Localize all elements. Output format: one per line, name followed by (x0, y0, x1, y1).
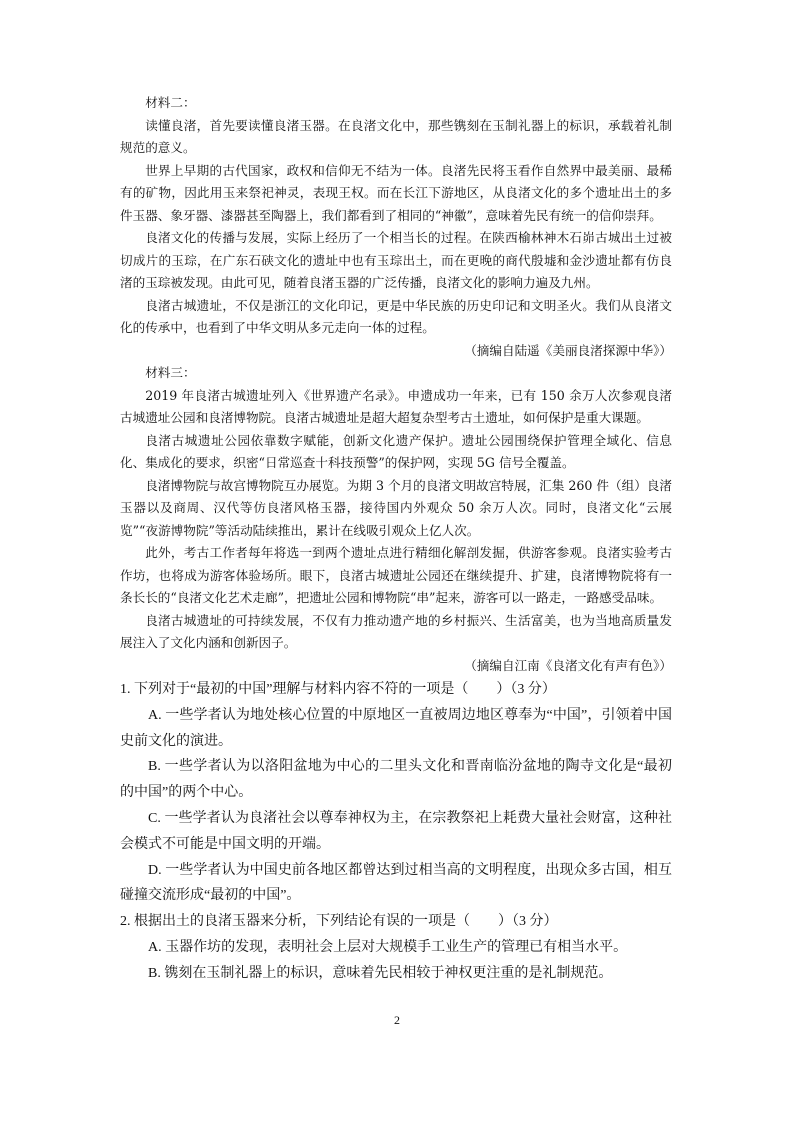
questions (120, 677, 672, 987)
paragraph: 世界上早期的古代国家，政权和信仰无不结为一体。良渚先民将玉看作自然界中最美丽、最稀有的矿物，因此用玉来祭祀神灵，表现王权。而在长江下游地区，从良渚文化的多个遗址出土的多件玉器、象牙器、漆器甚至陶器上，我们都看到了相同的“神徽”，意味着先民有统一的信仰崇拜。 (120, 162, 672, 223)
paragraph: 良渚古城遗址，不仅是浙江的文化印记，更是中华民族的历史印记和文明圣火。我们从良渚文化的传承中，也看到了中华文明从多元走向一体的过程。 (120, 297, 672, 335)
paragraph: 此外，考古工作者每年将选一到两个遗址点进行精细化解剖发掘，供游客参观。良渚实验考古作坊，也将成为游客体验场所。眼下，良渚古城遗址公园还在继续提升、扩建，良渚博物院将有一条长长的“良渚文化艺术走廊”，把遗址公园和博物院“串”起来，游客可以一路走，一路感受品味。 (120, 545, 672, 605)
question-option: B. 一些学者认为以洛阳盆地为中心的二里头文化和晋南临汾盆地的陶寺文化是“最初的中国”的两个中心。 (120, 759, 672, 801)
question-option: A. 一些学者认为地处核心位置的中原地区一直被周边地区尊奉为“中国”，引领着中国史前文化的演进。 (120, 707, 672, 749)
material-three-source: （摘编自江南《良渚文化有声有色》） (464, 657, 672, 673)
question-stem: 2. 根据出土的良渚玉器来分析，下列结论有误的一项是（ ）（3 分） (120, 914, 558, 930)
paragraph: 良渚文化的传播与发展，实际上经历了一个相当长的过程。在陕西榆林神木石峁古城出土过被切成片的玉琮，在广东石硖文化的遗址中也有玉琮出土，而在更晚的商代殷墟和金沙遗址都有仿良渚的玉琮被发现。由此可见，随着良渚玉器的广泛传播，良渚文化的影响力遍及九州。 (120, 230, 672, 290)
material-two-heading: 材料二： (145, 95, 196, 110)
paragraph: 读懂良渚，首先要读懂良渚玉器。在良渚文化中，那些镌刻在玉制礼器上的标识，承载着礼制规范的意义。 (120, 117, 672, 155)
material-three-heading: 材料三： (145, 365, 196, 380)
paragraph: 良渚古城遗址的可持续发展，不仅有力推动遗产地的乡村振兴、生活富美，也为当地高质量发展注入了文化内涵和创新因子。 (120, 612, 672, 650)
page-number: 2 (394, 1013, 400, 1027)
material-three (120, 362, 672, 677)
material-two (120, 92, 672, 362)
material-two-source: （摘编自陆遥《美丽良渚探源中华》） (464, 342, 672, 358)
page-content (120, 92, 672, 987)
question-option: D. 一些学者认为中国史前各地区都曾达到过相当高的文明程度，出现众多古国，相互碰撞交流形成“最初的中国”。 (120, 862, 672, 904)
question-option: C. 一些学者认为良渚社会以尊奉神权为主，在宗教祭祀上耗费大量社会财富，这种社会模式不可能是中国文明的开端。 (120, 810, 672, 852)
paragraph: 良渚博物院与故宫博物院互办展览。为期 3 个月的良渚文明故宫特展，汇集 260 件（组）良渚玉器以及商周、汉代等仿良渚风格玉器，接待国内外观众 50 余万人次。同时，良渚文化“云展览”“夜游博物院”等活动陆续推出，累计在线吸引观众上亿人次。 (120, 477, 672, 538)
question-option: B. 镌刻在玉制礼器上的标识，意味着先民相较于神权更注重的是礼制规范。 (148, 965, 613, 981)
question-option: A. 玉器作坊的发现，表明社会上层对大规模手工业生产的管理已有相当水平。 (148, 939, 628, 955)
paragraph: 2019 年良渚古城遗址列入《世界遗产名录》。申遗成功一年来，已有 150 余万人次参观良渚古城遗址公园和良渚博物院。良渚古城遗址是超大超复杂型考古土遗址，如何保护是重大课题。 (120, 387, 672, 425)
paragraph: 良渚古城遗址公园依靠数字赋能，创新文化遗产保护。遗址公园围绕保护管理全域化、信息化、集成化的要求，织密“日常巡查十科技预警”的保护网，实现 5G 信号全覆盖。 (120, 432, 672, 470)
question-stem: 1. 下列对于“最初的中国”理解与材料内容不符的一项是（ ）（3 分） (120, 682, 556, 697)
